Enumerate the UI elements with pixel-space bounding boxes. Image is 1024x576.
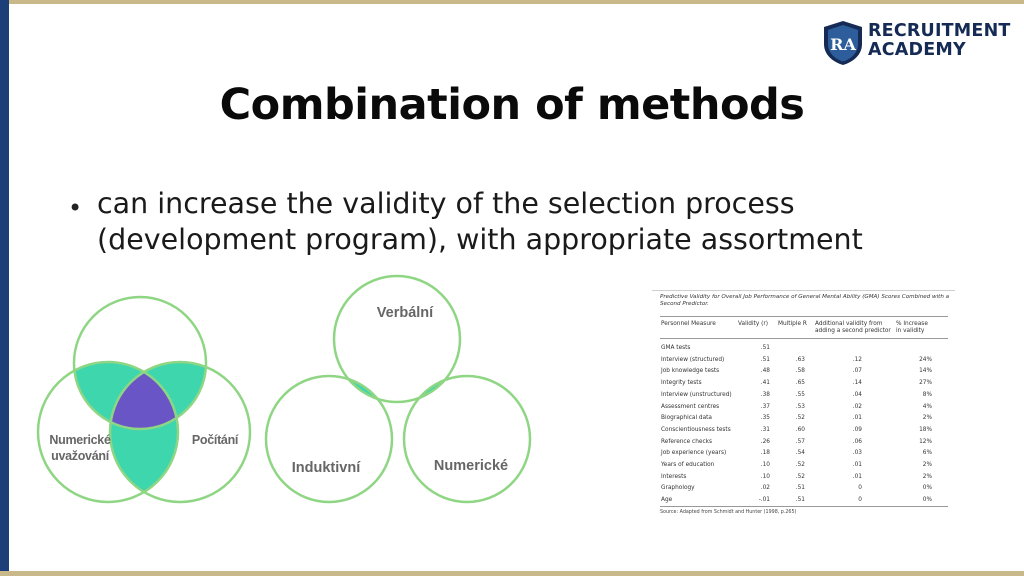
table-cell-additional: .01 (852, 473, 862, 480)
table-cell-pct: 4% (922, 403, 932, 410)
header-pct-2: in validity (896, 328, 925, 334)
table-cell-validity: .10 (760, 462, 770, 468)
table-cell-additional: .09 (852, 426, 862, 433)
table-row (652, 495, 955, 507)
table-cell-additional: .01 (852, 415, 862, 422)
table-cell-pct: 2% (922, 473, 932, 480)
logo-line-1: RECRUITMENT (868, 21, 1011, 41)
table-cell-validity: .18 (760, 450, 770, 457)
bottom-gold-rule (0, 571, 1024, 576)
table-cell-validity: .48 (760, 368, 770, 375)
table-cell-multiple: .55 (795, 391, 805, 398)
circle-top (334, 276, 460, 402)
table-cell-multiple: .63 (795, 356, 805, 363)
table-cell-measure: Interests (661, 473, 687, 480)
table-cell-measure: Integrity tests (661, 380, 702, 387)
table-cell-multiple: .52 (795, 415, 805, 422)
table-cell-additional: .02 (852, 403, 862, 410)
table-cell-additional: 0 (858, 485, 862, 492)
table-cell-measure: Age (661, 497, 673, 504)
table-row (652, 366, 955, 378)
table-cell-multiple: .52 (795, 473, 805, 480)
bullet-line-1: can increase the validity of the selection process (97, 187, 795, 220)
table-row (652, 378, 955, 390)
venn-right (266, 276, 530, 502)
table-cell-pct: 0% (922, 485, 932, 492)
table-cell-validity: .10 (760, 473, 770, 480)
table-row (652, 460, 955, 472)
table-source: Source: Adapted from Schmidt and Hunter (1998, p.265) (660, 510, 797, 515)
table-cell-pct: 12% (919, 438, 932, 445)
table-cell-pct: 24% (919, 356, 932, 363)
table-row (652, 472, 955, 484)
label-pocitani: Počítání (191, 433, 239, 447)
table-cell-multiple: .65 (795, 380, 805, 387)
table-cell-pct: 2% (922, 462, 932, 468)
table-row (652, 483, 955, 495)
table-cell-measure: Reference checks (661, 438, 713, 445)
table-cell-additional: .07 (852, 368, 862, 375)
table-cell-pct: 6% (922, 450, 932, 457)
table-cell-measure: Job experience (years) (661, 450, 727, 457)
table-cell-pct: 27% (919, 380, 932, 387)
header-validity: Validity (r) (738, 321, 769, 327)
table-rule-top (660, 316, 948, 317)
header-pct-1: % Increase (896, 321, 928, 327)
circle-right (404, 376, 530, 502)
bullet-dot: • (68, 194, 83, 222)
table-cell-validity: .38 (760, 391, 770, 398)
table-cell-measure: Interview (structured) (661, 356, 725, 363)
table-caption: Predictive Validity for Overall Job Performance of General Mental Ability (GMA) Scores Combined with a Second Predictor. (660, 294, 950, 307)
table-cell-additional: 0 (858, 497, 862, 504)
table-cell-measure: Assessment centres (661, 403, 720, 410)
table-cell-pct: 14% (919, 368, 932, 375)
table-cell-validity: .51 (760, 345, 770, 351)
header-measure: Personnel Measure (661, 321, 716, 327)
table-cell-additional: .04 (852, 391, 862, 398)
table-cell-multiple: .52 (795, 462, 805, 468)
table-cell-validity: .26 (760, 438, 770, 445)
table-cell-pct: 8% (922, 391, 932, 398)
header-additional-1: Additional validity from (815, 321, 883, 327)
table-cell-measure: Conscientiousness tests (661, 426, 731, 433)
table-cell-validity: .51 (760, 356, 770, 363)
table-cell-multiple: .57 (795, 438, 805, 445)
table-cell-measure: Years of education (661, 462, 715, 468)
label-numericke-uvazovani-1: Numerické (49, 433, 111, 447)
bullet-line-2: (development program), with appropriate assortment (97, 223, 863, 256)
label-induktivni: Induktivní (291, 460, 361, 476)
circle-left (266, 376, 392, 502)
table-rule-bottom (660, 506, 948, 507)
page-title: Combination of methods (219, 80, 805, 130)
table-cell-multiple: .60 (795, 426, 805, 433)
table-row (652, 437, 955, 449)
table-row (652, 402, 955, 414)
table-row (652, 425, 955, 437)
table-cell-multiple: .54 (795, 450, 805, 457)
table-row (652, 355, 955, 367)
table-cell-validity: .37 (760, 403, 770, 410)
table-cell-pct: 0% (922, 497, 932, 504)
table-cell-validity: .31 (760, 426, 770, 433)
table-cell-measure: Biographical data (661, 415, 712, 422)
venn-left (38, 297, 250, 502)
table-cell-additional: .03 (852, 450, 862, 457)
table-rule-header (660, 338, 948, 339)
logo-line-2: ACADEMY (868, 40, 966, 60)
table-cell-additional: .06 (852, 438, 862, 445)
table-cell-multiple: .51 (795, 485, 805, 492)
table-cell-additional: .12 (852, 356, 862, 363)
table-cell-measure: Job knowledge tests (661, 368, 720, 375)
label-numericke-uvazovani-2: uvažování (51, 449, 109, 463)
table-cell-additional: .14 (852, 380, 862, 387)
table-cell-validity: .35 (760, 415, 770, 422)
table-cell-measure: GMA tests (661, 345, 691, 351)
table-cell-validity: .41 (760, 380, 770, 387)
table-row (652, 413, 955, 425)
table-cell-multiple: .58 (795, 368, 805, 375)
logo-initials: RA (830, 35, 856, 54)
validity-table (652, 290, 955, 519)
table-cell-additional: .01 (852, 462, 862, 468)
table-cell-validity: -.01 (758, 497, 770, 504)
table-row (652, 343, 955, 355)
table-cell-multiple: .53 (795, 403, 805, 410)
table-cell-validity: .02 (760, 485, 770, 492)
table-cell-multiple: .51 (795, 497, 805, 504)
table-cell-pct: 2% (922, 415, 932, 422)
label-numericke: Numerické (433, 458, 509, 474)
table-cell-measure: Interview (unstructured) (661, 391, 732, 398)
header-multiple: Multiple R (778, 321, 807, 327)
table-row (652, 448, 955, 460)
table-cell-measure: Graphology (661, 485, 695, 492)
label-verbalni: Verbální (376, 305, 434, 321)
header-additional-2: adding a second predictor (815, 328, 891, 334)
table-row (652, 390, 955, 402)
table-cell-pct: 18% (919, 426, 932, 433)
